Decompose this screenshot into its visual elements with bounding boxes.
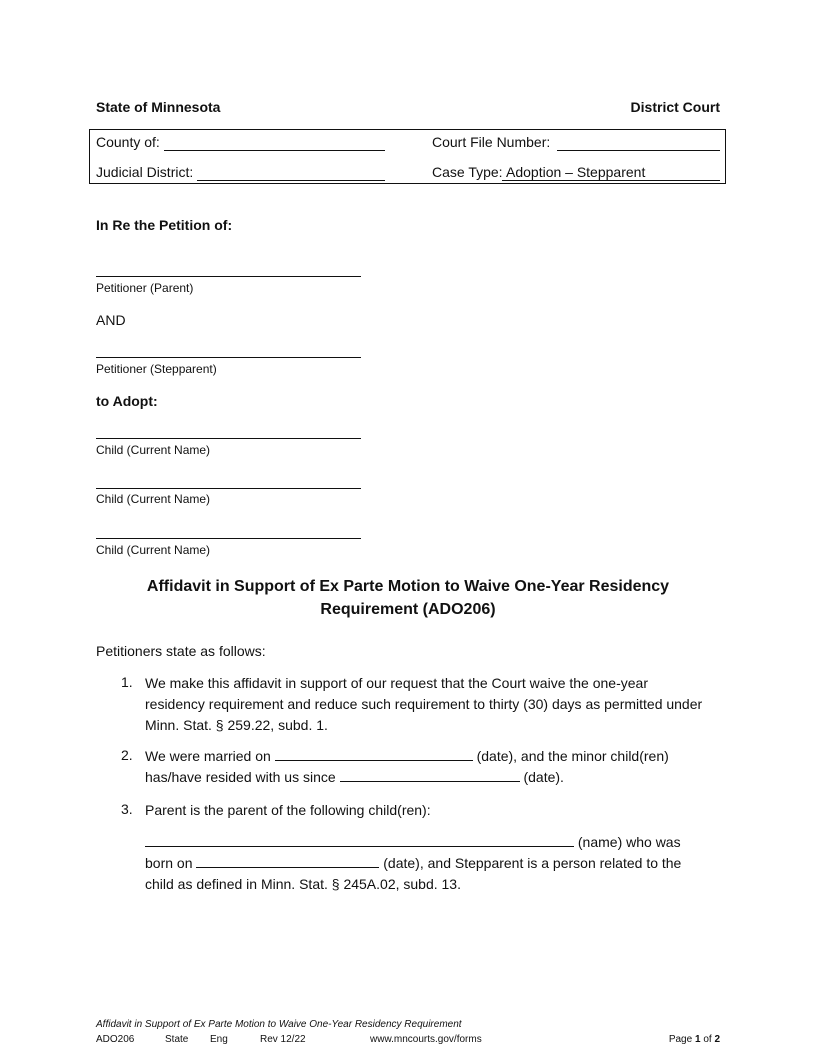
item-text: Parent is the parent of the following child(ren): [145, 802, 431, 818]
item3-detail [145, 832, 710, 895]
child-name-entry-field[interactable] [145, 833, 574, 847]
document-title-line2: Requirement (ADO206) [320, 601, 496, 618]
birth-date-field[interactable] [196, 854, 379, 868]
document-title [120, 575, 696, 621]
child-name-label: Child (Current Name) [96, 543, 211, 557]
judicial-district-label: Judicial District: [96, 164, 194, 180]
item-number: 2. [121, 747, 133, 763]
document-title-line1: Affidavit in Support of Ex Parte Motion to Waive One-Year Residency [146, 578, 670, 595]
page-of: of [703, 1034, 712, 1045]
county-label: County of: [96, 134, 160, 150]
item-text: We make this affidavit in support of our request that the Court waive the one-year residency requirement and reduce such requirement to thirty (30) days as permitted under Minn. Stat. § 259.22, subd. 1. [145, 675, 703, 733]
item-number: 1. [121, 674, 133, 690]
page-prefix: Page [668, 1034, 693, 1045]
petitioner-stepparent-label: Petitioner (Stepparent) [96, 362, 217, 376]
to-adopt-heading: to Adopt: [96, 393, 158, 409]
child-name-field[interactable] [96, 488, 361, 489]
judicial-district-field[interactable] [197, 180, 385, 181]
case-type-value: Adoption – Stepparent [506, 164, 646, 180]
petitioner-parent-label: Petitioner (Parent) [96, 281, 194, 295]
state-heading: State of Minnesota [96, 99, 221, 115]
footer-jurisdiction: State [165, 1034, 189, 1045]
case-type-label: Case Type: [432, 164, 503, 180]
footer-language: Eng [210, 1034, 228, 1045]
child-name-field[interactable] [96, 538, 361, 539]
child-name-field[interactable] [96, 438, 361, 439]
item-text [145, 746, 705, 788]
case-type-field[interactable] [502, 180, 720, 181]
footer-revision: Rev 12/22 [260, 1034, 306, 1045]
court-file-number-label: Court File Number: [432, 134, 551, 150]
in-re-heading: In Re the Petition of: [96, 217, 233, 233]
page-current: 1 [694, 1034, 701, 1045]
county-field[interactable] [164, 150, 385, 151]
residence-date-field[interactable] [340, 768, 520, 782]
footer-website[interactable]: www.mncourts.gov/forms [370, 1034, 482, 1045]
footer-form-code: ADO206 [96, 1034, 135, 1045]
child-name-label: Child (Current Name) [96, 492, 211, 506]
marriage-date-field[interactable] [275, 747, 473, 761]
and-label: AND [96, 312, 126, 328]
court-heading: District Court [630, 99, 720, 115]
petitioner-stepparent-field[interactable] [96, 357, 361, 358]
intro-text: Petitioners state as follows: [96, 643, 266, 659]
item2-part-c: (date). [523, 769, 564, 785]
item2-part-a: We were married on [145, 748, 271, 764]
footer-page-number [669, 1034, 720, 1045]
item2-part-b: (date), and the minor child(ren) has/have resided with us since [145, 748, 669, 785]
item3-part-b: (date), and Stepparent is a person related to the child as defined in Minn. Stat. § 245A.02, subd. 13. [145, 855, 682, 892]
child-name-label: Child (Current Name) [96, 443, 211, 457]
footer-form-title: Affidavit in Support of Ex Parte Motion to Waive One-Year Residency Requirement [96, 1019, 462, 1030]
petitioner-parent-field[interactable] [96, 276, 361, 277]
item-number: 3. [121, 801, 133, 817]
item3-part-a: (name) who was born on [145, 834, 681, 871]
page-total: 2 [714, 1034, 720, 1045]
court-file-number-field[interactable] [557, 150, 720, 151]
